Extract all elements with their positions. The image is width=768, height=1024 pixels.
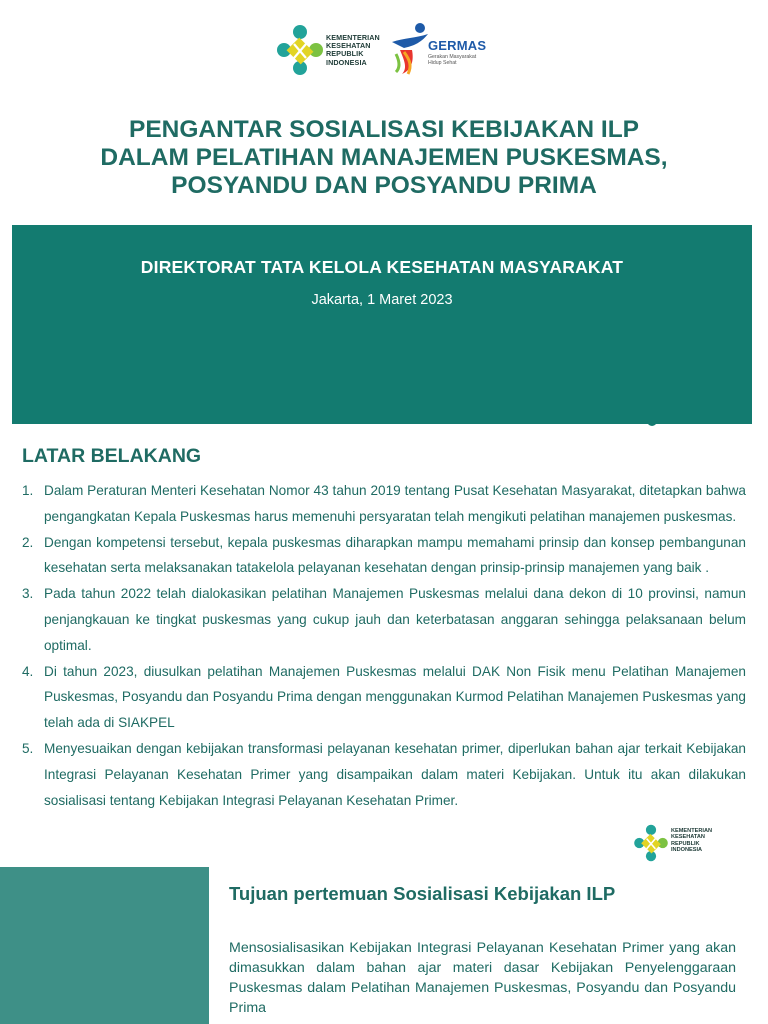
page-title [0,116,768,200]
list-item [22,659,746,736]
band-accent [647,420,657,426]
list-text: Dalam Peraturan Menteri Kesehatan Nomor 43 tahun 2019 tentang Pusat Kesehatan Masyarakat, ditetapkan bahwa pengangkatan Kepala Puskesmas harus memenuhi persyaratan telah mengikuti pelatihan manajemen puskesmas. [44,483,746,524]
goal-side-panel [0,867,209,1024]
goal-description: Mensosialisasikan Kebijakan Integrasi Pelayanan Kesehatan Primer yang akan dimasukkan dalam bahan ajar materi dasar Kebijakan Penyelenggaraan Puskesmas dalam Pelatihan Manajemen Puskesmas, Posyandu dan Posyandu Prima [229,940,736,1016]
kemenkes-emblem-icon [633,824,669,862]
kemenkes-emblem-icon [276,24,324,76]
list-number: 5. [22,740,34,756]
list-item [22,530,746,582]
title-line: POSYANDU DAN POSYANDU PRIMA [171,172,597,199]
directorate-name: DIREKTORAT TATA KELOLA KESEHATAN MASYARAKAT [140,257,624,277]
title-line: DALAM PELATIHAN MANAJEMEN PUSKESMAS, [100,144,668,171]
title-band [12,225,752,424]
list-item [22,478,746,530]
kemenkes-wordmark: KEMENTERIAN KESEHATAN REPUBLIK INDONESIA [326,33,380,67]
kemenkes-watermark-logo [633,824,743,864]
list-number: 3. [22,586,34,602]
background-list [22,478,746,813]
background-heading: LATAR BELAKANG [22,445,202,467]
germas-tagline: Gerakan Masyarakat Hidup Sehat [428,54,477,66]
list-text: Pada tahun 2022 telah dialokasikan pelatihan Manajemen Puskesmas melalui dana dekon di 10 provinsi, namun penjangkauan ke tingkat puskesmas yang cukup jauh dan keterbatasan anggaran sehingga pelaksanaan belum optimal. [44,586,746,653]
list-text: Di tahun 2023, diusulkan pelatihan Manajemen Puskesmas melalui DAK Non Fisik menu Pelatihan Manajemen Puskesmas, Posyandu dan Posyandu Prima dengan menggunakan Kurmod Pelatihan Manajemen Puskesmas yang telah ada di SIAKPEL [44,663,746,731]
list-item [22,736,746,813]
germas-wordmark: GERMAS [428,38,487,53]
germas-logo [390,20,500,80]
list-number: 2. [22,534,34,550]
header-logos [0,18,768,86]
date-location: Jakarta, 1 Maret 2023 [311,292,453,308]
list-number: 4. [22,663,34,679]
kemenkes-logo [276,24,386,80]
list-number: 1. [22,483,34,498]
title-line: PENGANTAR SOSIALISASI KEBIJAKAN ILP [128,116,639,143]
list-text: Menyesuaikan dengan kebijakan transformasi pelayanan kesehatan primer, diperlukan bahan ajar terkait Kebijakan Integrasi Pelayanan Kesehatan Primer yang disampaikan dalam materi Kebijakan. Untuk itu akan dilakukan sosialisasi tentang Kebijakan Integrasi Pelayanan Kesehatan Primer. [44,740,746,808]
goal-heading: Tujuan pertemuan Sosialisasi Kebijakan ILP [229,883,616,904]
list-text: Dengan kompetensi tersebut, kepala puskesmas diharapkan mampu memahami prinsip dan konsep pembangunan kesehatan serta melaksanakan tatakelola pelayanan kesehatan dengan prinsip-prinsip manajemen yang baik . [44,534,746,576]
list-item [22,581,746,658]
kemenkes-wordmark: KEMENTERIAN KESEHATAN REPUBLIK INDONESIA [671,828,713,854]
germas-figure-icon [390,20,430,76]
